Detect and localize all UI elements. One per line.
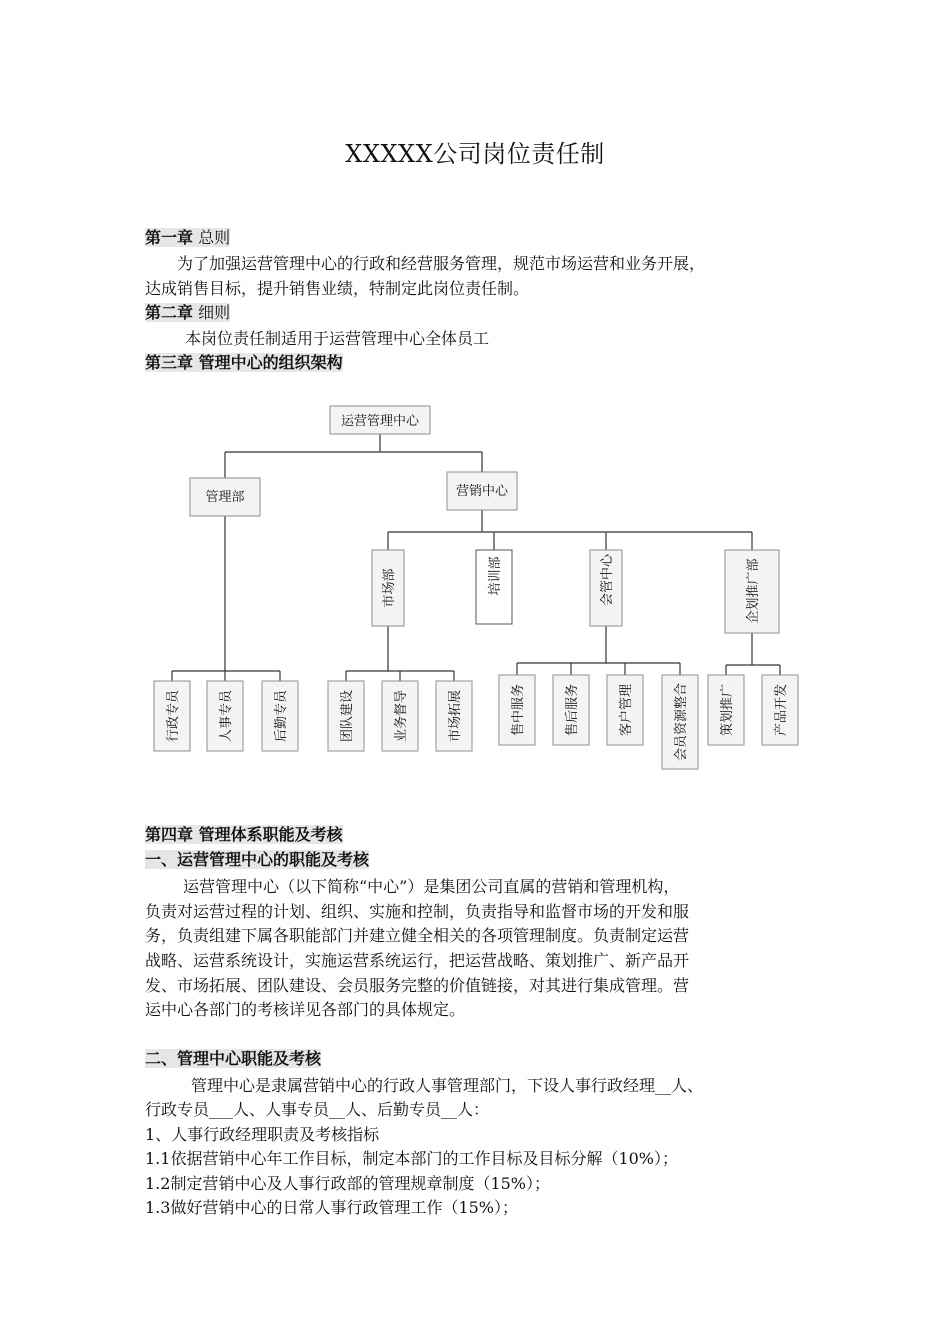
svg-text:产品开发: 产品开发: [774, 683, 789, 737]
org-leaves: [154, 675, 798, 769]
org-leaf: [382, 681, 418, 751]
section-2-item: 1.1依据营销中心年工作目标，制定本部门的工作目标及目标分解（10%）；: [145, 1149, 679, 1168]
org-leaf: [499, 675, 535, 745]
svg-text:策划推广: 策划推广: [720, 683, 735, 737]
chapter-2-heading-line: [145, 302, 230, 324]
section-1-line: 发、市场拓展、团队建设、会员服务完整的价值链接，对其进行集成管理。营: [145, 976, 690, 995]
org-level2-label-0: 管理部: [205, 490, 245, 505]
section-1-heading: 一、运营管理中心的职能及考核: [145, 850, 370, 869]
org-level3-label-2: 会管中心: [600, 553, 615, 607]
org-leaf: [607, 675, 643, 745]
svg-text:售后服务: 售后服务: [565, 683, 580, 737]
org-node-member-center: [590, 550, 622, 626]
section-2-heading: 二、管理中心职能及考核: [145, 1049, 322, 1068]
section-1-line: 负责对运营过程的计划、组织、实施和控制，负责指导和监督市场的开发和服: [145, 902, 690, 921]
chapter-2-name: 细则: [198, 303, 231, 322]
org-leaf: [207, 681, 243, 751]
section-2-heading-line: [145, 1048, 321, 1070]
chapter-4-heading-line: [145, 824, 343, 846]
org-level3-label-1: 培训部: [488, 556, 503, 596]
section-2-item: 1.2制定营销中心及人事行政部的管理规章制度（15%）；: [145, 1174, 551, 1193]
svg-text:业务督导: 业务督导: [394, 689, 409, 743]
org-level2-label-1: 营销中心: [455, 484, 509, 499]
org-root-label: 运营管理中心: [340, 414, 420, 429]
section-1-line: 战略、运营系统设计，实施运营系统运行，把运营战略、策划推广、新产品开: [145, 951, 690, 970]
section-1-line: 务，负责组建下属各职能部门并建立健全相关的各项管理制度。负责制定运营: [145, 926, 690, 945]
section-1-line: 运中心各部门的考核详见各部门的具体规定。: [145, 1000, 466, 1019]
org-node-training-dept: [476, 550, 512, 624]
org-node-management-dept: [190, 478, 260, 516]
chapter-3-heading: 第三章 管理中心的组织架构: [145, 353, 343, 372]
org-leaf: [662, 675, 698, 769]
org-level3-label-0: 市场部: [382, 568, 397, 608]
svg-text:客户管理: 客户管理: [619, 683, 634, 737]
section-1-line: 运营管理中心（以下简称“中心”）是集团公司直属的营销和管理机构，: [183, 877, 680, 896]
section-2-item: 1.3做好营销中心的日常人事行政管理工作（15%）；: [145, 1198, 519, 1217]
org-node-root: [330, 406, 430, 434]
svg-text:后勤专员: 后勤专员: [274, 689, 289, 743]
org-node-market-dept: [372, 550, 404, 626]
section-2-line: 行政专员___人、人事专员__人、后勤专员__人：: [145, 1100, 490, 1119]
org-chart: [0, 390, 950, 780]
svg-text:人事专员: 人事专员: [219, 689, 234, 743]
chapter-2-text: 本岗位责任制适用于运营管理中心全体员工: [185, 329, 490, 348]
org-leaf: [436, 681, 472, 751]
section-2-line: 管理中心是隶属营销中心的行政人事管理部门，下设人事行政经理__人、: [191, 1076, 704, 1095]
org-leaf: [328, 681, 364, 751]
chapter-4-heading: 第四章 管理体系职能及考核: [145, 825, 343, 844]
org-node-planning-dept: [725, 550, 779, 633]
svg-text:团队建设: 团队建设: [340, 689, 355, 743]
svg-text:售中服务: 售中服务: [511, 683, 526, 737]
org-leaf: [762, 675, 798, 745]
org-level3-label-3: 企划推广部: [746, 558, 761, 624]
org-node-marketing-center: [447, 472, 517, 510]
org-leaf: [553, 675, 589, 745]
svg-text:行政专员: 行政专员: [166, 689, 181, 743]
document-title: XXXXX公司岗位责任制: [345, 140, 605, 168]
chapter-1-heading-line: [145, 227, 230, 249]
chapter-2-heading: 第二章: [145, 303, 194, 322]
chapter-1-name: 总则: [198, 228, 231, 247]
section-1-heading-line: [145, 849, 369, 871]
chapter-1-text-line-2: 达成销售目标，提升销售业绩，特制定此岗位责任制。: [145, 279, 530, 298]
svg-text:市场拓展: 市场拓展: [448, 689, 463, 743]
svg-text:会员资源整合: 会员资源整合: [674, 682, 689, 762]
org-leaf: [708, 675, 744, 745]
chapter-1-heading: 第一章: [145, 228, 194, 247]
section-2-item: 1、人事行政经理职责及考核指标: [145, 1125, 380, 1144]
org-leaf: [154, 681, 190, 751]
org-leaf: [262, 681, 298, 751]
chapter-1-text-line-1: 为了加强运营管理中心的行政和经营服务管理，规范市场运营和业务开展，: [177, 254, 706, 273]
chapter-3-heading-line: [145, 352, 343, 374]
